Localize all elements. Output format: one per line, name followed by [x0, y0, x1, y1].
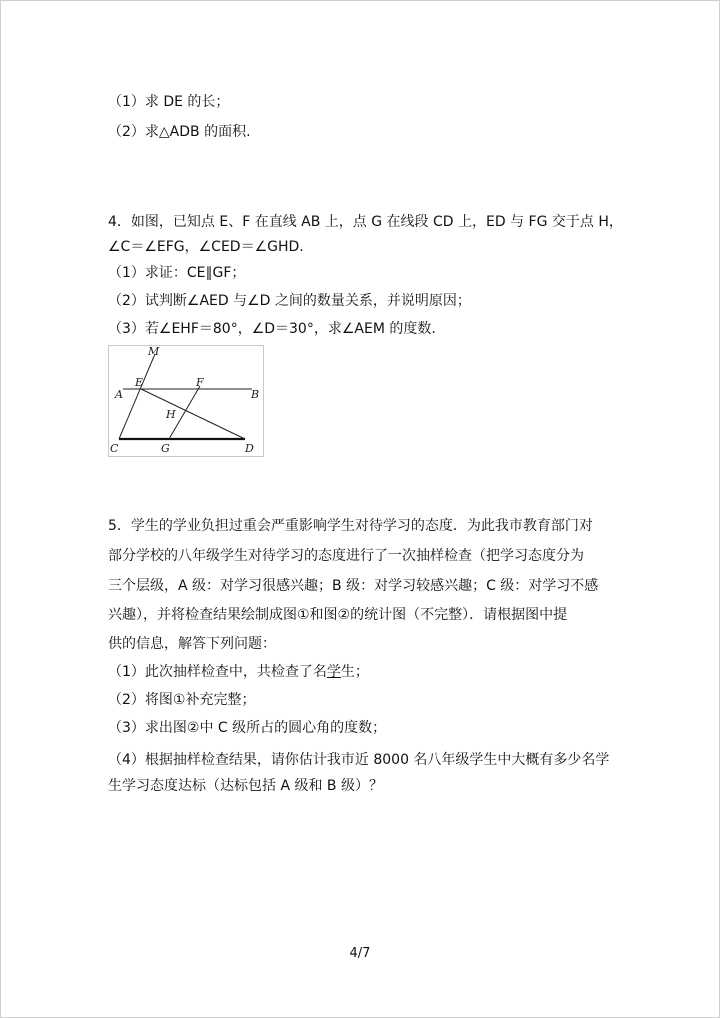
q4-sub3: （3）若∠EHF＝80°，∠D＝30°，求∠AEM 的度数.: [108, 321, 436, 337]
q3-sub2: （2）求△ADB 的面积.: [108, 124, 251, 140]
q5-sub3: （3）求出图②中 C 级所占的圆心角的度数；: [108, 720, 387, 736]
q5-line3: 三个层级，A 级：对学习很感兴趣；B 级：对学习较感兴趣；C 级：对学习不感: [108, 578, 599, 594]
q3-sub1: （1）求 DE 的长；: [108, 94, 230, 110]
q4-geometry-figure: [108, 345, 264, 457]
line-cm: [119, 354, 155, 439]
label-c: C: [110, 442, 119, 455]
q5-sub4-line1: （4）根据抽样检查结果，请你估计我市近 8000 名八年级学生中大概有多少名学: [108, 752, 610, 768]
q4-sub2: （2）试判断∠AED 与∠D 之间的数量关系，并说明原因；: [108, 293, 471, 309]
q5-sub1-blank: 学: [326, 664, 341, 680]
label-a: A: [115, 388, 123, 401]
page-number: 4/7: [349, 946, 371, 961]
geometry-diagram: [109, 346, 263, 456]
line-ed: [141, 389, 245, 439]
label-b: B: [251, 388, 260, 401]
label-m: M: [148, 346, 160, 358]
q5-line5: 供的信息，解答下列问题：: [108, 636, 276, 652]
label-d: D: [245, 442, 254, 455]
q5-sub4-line2: 生学习态度达标（达标包括 A 级和 B 级）？: [108, 778, 383, 794]
q5-sub2: （2）将图①补充完整；: [108, 692, 256, 708]
q4-stem-line1: 4．如图，已知点 E、F 在直线 AB 上，点 G 在线段 CD 上，ED 与 FG 交于点 H，: [108, 214, 623, 230]
q5-sub1: [108, 662, 369, 682]
label-h: H: [166, 408, 176, 421]
q5-line4: 兴趣），并将检查结果绘制成图①和图②的统计图（不完整）．请根据图中提: [108, 607, 568, 623]
label-e: E: [135, 376, 144, 389]
q5-line1: 5．学生的学业负担过重会严重影响学生对待学习的态度．为此我市教育部门对: [108, 518, 593, 534]
label-g: G: [161, 442, 170, 455]
q4-stem-line2: ∠C＝∠EFG，∠CED＝∠GHD.: [108, 239, 304, 255]
q5-sub1-pre: （1）此次抽样检查中，共检查了名: [108, 664, 327, 680]
q5-sub1-post: 生；: [340, 664, 369, 680]
q5-line2: 部分学校的八年级学生对待学习的态度进行了一次抽样检查（把学习态度分为: [108, 548, 584, 564]
q4-sub1: （1）求证：CE∥GF；: [108, 265, 246, 281]
label-f: F: [196, 376, 204, 389]
